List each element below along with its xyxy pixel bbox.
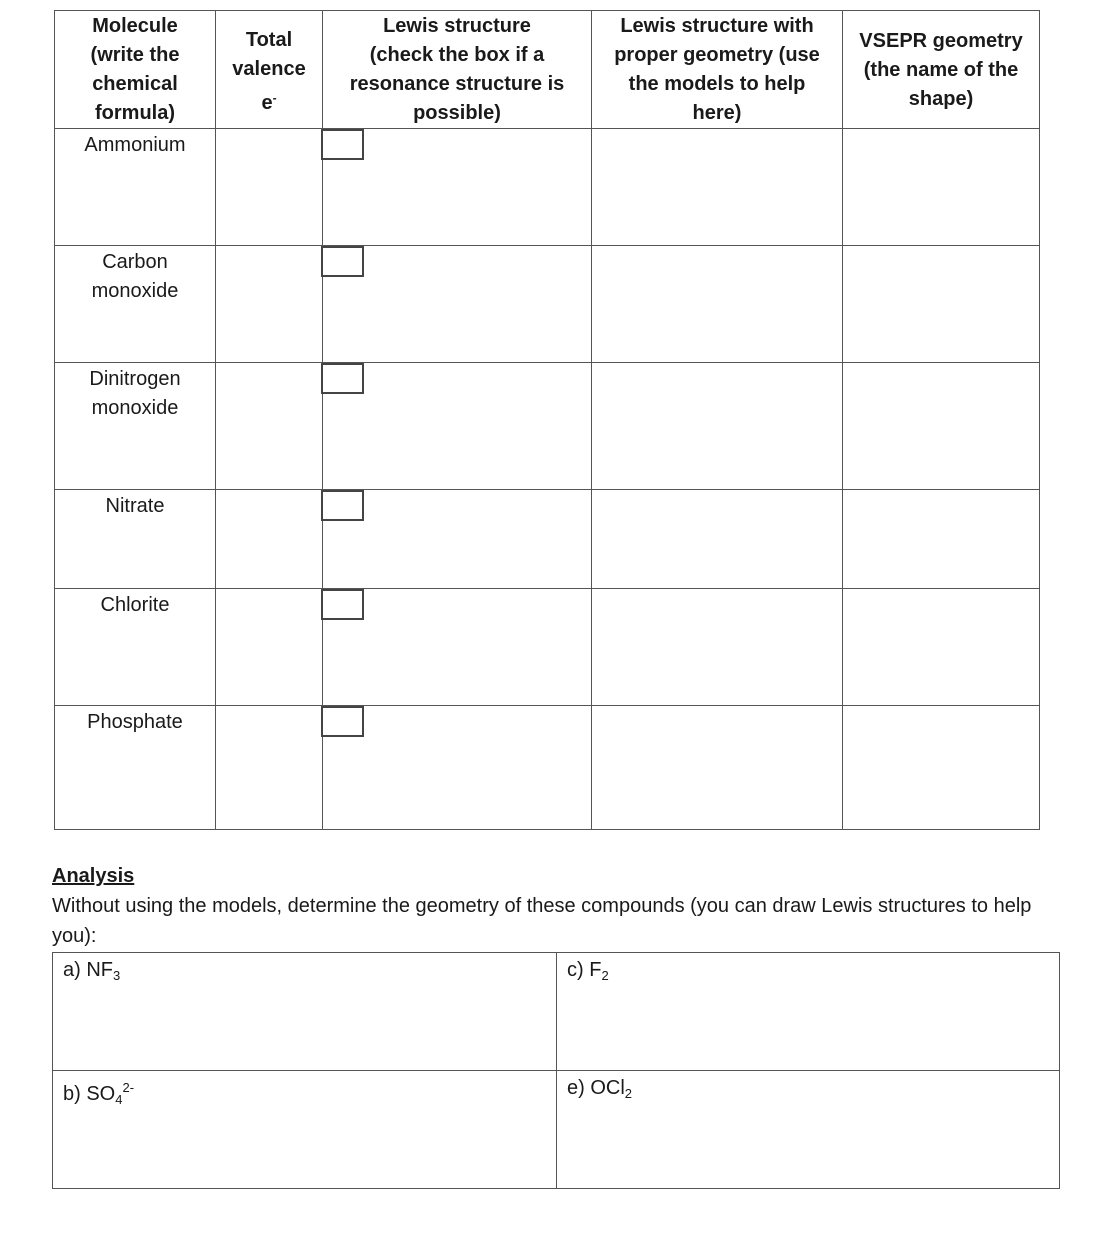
molecule-name: Ammonium [84,134,186,156]
header-lewis-line: possible) [413,102,501,124]
header-molecule-line: chemical [92,73,178,95]
resonance-checkbox[interactable] [321,706,364,737]
compound-label: a) NF [63,959,113,981]
table-row [55,246,1040,363]
vsepr-cell[interactable] [843,246,1040,363]
table-row [55,363,1040,490]
compound-subscript: 2 [601,968,609,983]
molecule-name-cell [55,490,216,589]
lewis-cell[interactable] [323,490,592,589]
molecule-name: Chlorite [100,594,170,616]
molecule-name: Carbon [102,251,168,273]
molecule-name-cell [55,589,216,706]
geometry-cell[interactable] [592,589,843,706]
analysis-section [52,861,1062,951]
geometry-cell[interactable] [592,490,843,589]
header-vsepr-line: shape) [908,87,974,110]
header-molecule-line: (write the [90,44,180,66]
compound-subscript: 3 [113,968,121,983]
molecule-name: monoxide [91,280,179,302]
analysis-row [53,1071,1060,1189]
header-geometry-line: proper geometry (use [614,44,820,66]
compound-label: e) OCl [567,1077,625,1099]
compound-label: c) F [567,959,602,981]
lewis-cell[interactable] [323,363,592,490]
analysis-title: Analysis [52,865,135,887]
valence-cell[interactable] [216,246,323,363]
electron-charge: - [272,91,277,105]
geometry-cell[interactable] [592,129,843,246]
geometry-cell[interactable] [592,363,843,490]
table-row [55,129,1040,246]
header-lewis [323,11,592,129]
valence-cell[interactable] [216,490,323,589]
analysis-cell-a[interactable] [53,953,557,1071]
molecule-name-cell [55,129,216,246]
resonance-checkbox[interactable] [321,589,364,620]
analysis-table [52,952,1060,1189]
lewis-cell[interactable] [323,589,592,706]
vsepr-cell[interactable] [843,706,1040,830]
header-molecule-line: formula) [95,102,175,124]
analysis-cell-b[interactable] [53,1071,557,1189]
resonance-checkbox[interactable] [321,246,364,277]
header-lewis-line: (check the box if a [369,44,545,66]
analysis-cell-c[interactable] [557,953,1060,1071]
vsepr-cell[interactable] [843,129,1040,246]
header-vsepr-line: VSEPR geometry [859,29,1023,52]
header-geometry [592,11,843,129]
header-valence-electron [216,84,322,118]
molecule-name: Dinitrogen [89,368,181,390]
compound-subscript: 4 [115,1092,123,1107]
analysis-cell-e[interactable] [557,1071,1060,1189]
compound-subscript: 2 [624,1086,633,1101]
valence-cell[interactable] [216,706,323,830]
molecule-name-cell [55,246,216,363]
electron-symbol: e [261,92,273,114]
table-row [55,589,1040,706]
molecule-name: Phosphate [87,711,183,733]
molecule-name: Nitrate [105,495,165,517]
geometry-cell[interactable] [592,706,843,830]
molecule-name: monoxide [91,397,179,419]
lewis-cell[interactable] [323,706,592,830]
vsepr-cell[interactable] [843,363,1040,490]
header-valence-line: Total [245,29,293,51]
header-valence-line: valence [232,58,306,80]
analysis-instructions: Without using the models, determine the geometry of these compounds (you can draw Lewis structures to help you): [52,895,1032,947]
analysis-row [53,953,1060,1071]
valence-cell[interactable] [216,589,323,706]
vsepr-cell[interactable] [843,589,1040,706]
header-geometry-line: here) [692,102,742,124]
header-molecule [55,11,216,129]
header-geometry-line: the models to help [628,73,806,95]
resonance-checkbox[interactable] [321,363,364,394]
resonance-checkbox[interactable] [321,490,364,521]
worksheet-table [54,10,1040,830]
header-molecule-line: Molecule [92,15,178,37]
molecule-name-cell [55,706,216,830]
valence-cell[interactable] [216,129,323,246]
geometry-cell[interactable] [592,246,843,363]
header-row [55,11,1040,129]
compound-charge: 2- [122,1080,135,1095]
table-row [55,490,1040,589]
header-vsepr-line: (the name of the [863,58,1019,81]
compound-label: b) SO [63,1083,116,1105]
molecule-name-cell [55,363,216,490]
lewis-cell[interactable] [323,129,592,246]
header-geometry-line: Lewis structure with [620,15,814,37]
header-lewis-line: Lewis structure [383,15,531,37]
valence-cell[interactable] [216,363,323,490]
header-vsepr [843,11,1040,129]
header-valence [216,11,323,129]
header-lewis-line: resonance structure is [349,73,565,95]
vsepr-cell[interactable] [843,490,1040,589]
lewis-cell[interactable] [323,246,592,363]
table-row [55,706,1040,830]
resonance-checkbox[interactable] [321,129,364,160]
